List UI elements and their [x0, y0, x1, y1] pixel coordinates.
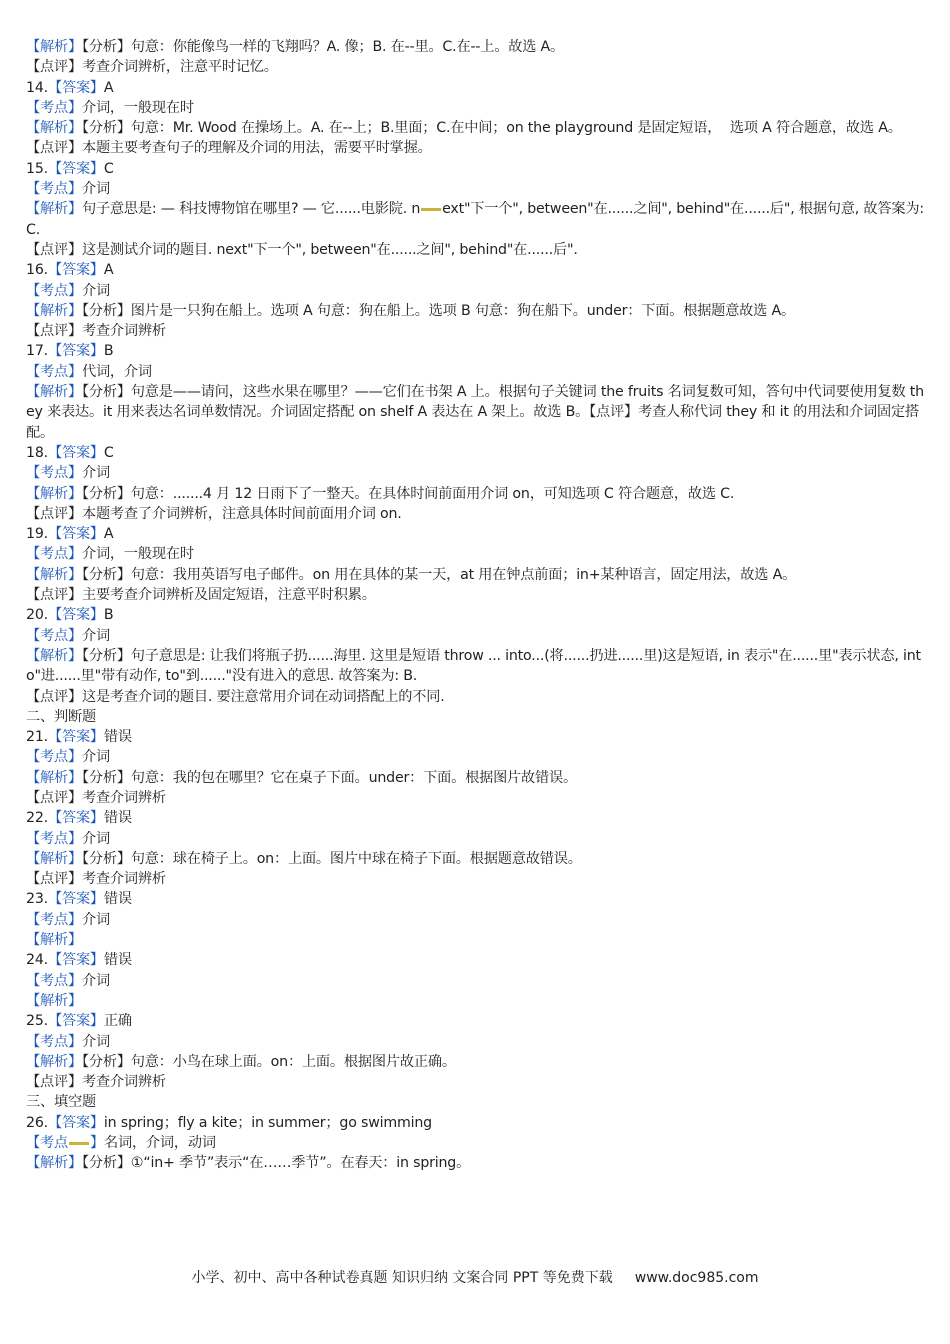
section-tag: 【考点】 [26, 282, 82, 299]
section-tag: 【解析】 [26, 932, 82, 949]
text-segment: 介词 [81, 465, 110, 482]
text-line [26, 199, 929, 240]
section-tag: 【解析】 [26, 120, 82, 137]
text-segment: C [103, 160, 114, 177]
text-segment: 【点评】这是考查介词的题目. 要注意常用介词在动词搭配上的不同. [26, 688, 445, 705]
text-line [26, 240, 926, 260]
section-tag: 【答案】 [47, 729, 104, 746]
highlight-mark [69, 1142, 89, 1145]
section-tag: 【解析】 [26, 485, 82, 502]
text-line [26, 910, 926, 930]
text-segment: 错误 [103, 810, 132, 827]
text-line [26, 585, 926, 605]
text-line [26, 544, 926, 564]
section-tag: 【解析】 [26, 566, 82, 583]
section-tag: 【考点】 [26, 181, 82, 198]
text-line [26, 869, 926, 889]
text-segment: 【点评】本题考查了介词辨析，注意具体时间前面用介词 on. [26, 505, 402, 522]
section-tag: 【答案】 [47, 607, 104, 624]
section-tag: 【解析】 [26, 39, 82, 55]
section-tag: 【解析】 [26, 1155, 82, 1172]
text-line [26, 159, 926, 179]
section-tag: 【答案】 [47, 526, 104, 543]
text-segment: 【分析】句意：你能像鸟一样的飞翔吗？A. 像；B. 在--里。C.在--上。故选 A。 [81, 39, 565, 55]
text-line [26, 971, 926, 991]
text-line [26, 179, 926, 199]
section-tag: 【考点】 [26, 972, 82, 989]
text-segment: 【分析】图片是一只狗在船上。选项 A 句意：狗在船上。选项 B 句意：狗在船下。under：下面。根据题意故选 A。 [81, 302, 795, 319]
text-segment: 16. [26, 262, 48, 279]
section-tag: 【答案】 [47, 1114, 104, 1131]
text-segment: 18. [26, 444, 48, 461]
text-segment: 【分析】句意是——请问，这些水果在哪里？——它们在书架 A 上。根据句子关键词 the fruits 名词复数可知，答句中代词要使用复数 they 来表达。it 用来表达名词单数情况。介词固定搭配 on shelf A 表达在 A 架上。故选 B。【点评】考查人称代词 they 和 it 的用法和介词固定搭配。 [26, 384, 924, 441]
section-tag: 【考点】 [26, 627, 82, 644]
text-segment: 【点评】考查介词辨析 [26, 1074, 166, 1091]
text-segment: 名词，介词，动词 [103, 1135, 216, 1152]
text-line [26, 889, 926, 909]
text-segment: 17. [26, 343, 48, 360]
section-tag: 【答案】 [47, 952, 104, 969]
text-segment: 【分析】句意：小鸟在球上面。on：上面。根据图片故正确。 [81, 1053, 456, 1070]
text-line [26, 260, 926, 280]
text-line [26, 443, 926, 463]
text-segment: 14. [26, 79, 48, 96]
text-line [26, 727, 926, 747]
section-tag: 【考点】 [26, 749, 82, 766]
text-segment: B [103, 607, 114, 624]
section-tag: 【解析】 [26, 769, 82, 786]
text-line [26, 1052, 926, 1072]
text-segment: 19. [26, 526, 48, 543]
page-footer [0, 1267, 950, 1287]
section-tag: 【考点 [26, 1135, 68, 1152]
text-line [26, 1113, 926, 1133]
text-segment: 【分析】句意：球在椅子上。on：上面。图片中球在椅子下面。根据题意故错误。 [81, 850, 582, 867]
text-segment: 三、填空题 [26, 1094, 96, 1111]
section-tag: 【解析】 [26, 302, 82, 319]
text-segment: C [103, 444, 114, 461]
text-line [26, 565, 926, 585]
text-line [26, 788, 926, 808]
text-segment: A [103, 526, 114, 543]
footer-url: www.doc985.com [634, 1270, 759, 1286]
text-segment: 【分析】句意：我的包在哪里？它在桌子下面。under：下面。根据图片故错误。 [81, 769, 577, 786]
text-line [26, 1133, 926, 1153]
text-line [26, 1072, 926, 1092]
answer-key-content [26, 37, 929, 1174]
text-line [26, 341, 926, 361]
text-line [26, 301, 926, 321]
text-segment: A [103, 262, 114, 279]
text-segment: 错误 [103, 729, 132, 746]
section-tag: 【考点】 [26, 363, 82, 380]
text-line [26, 118, 926, 138]
section-tag: 【解析】 [26, 201, 82, 218]
section-tag: 【考点】 [26, 546, 82, 563]
text-segment: 23. [26, 891, 48, 908]
text-line [26, 281, 926, 301]
text-segment: in spring；fly a kite；in summer；go swimming [103, 1114, 432, 1131]
text-line [26, 78, 926, 98]
section-tag: 【答案】 [47, 262, 104, 279]
text-line [26, 382, 926, 443]
text-segment: A [103, 79, 114, 96]
text-segment: 【点评】主要考查介词辨析及固定短语，注意平时积累。 [26, 587, 376, 604]
text-line [26, 808, 926, 828]
text-segment: 介词 [81, 911, 110, 928]
text-line [26, 1092, 926, 1112]
text-segment: 错误 [103, 952, 132, 969]
text-line [26, 646, 926, 687]
text-line [26, 484, 926, 504]
text-segment: ext"下一个", between"在......之间", behind"在......后", 根据句意, 故答案为: C. [26, 201, 929, 238]
text-segment: 二、判断题 [26, 708, 96, 725]
section-tag: 【考点】 [26, 99, 82, 116]
text-segment: 介词 [81, 627, 110, 644]
text-segment: 【点评】考查介词辨析 [26, 871, 166, 888]
section-tag: 【考点】 [26, 1033, 82, 1050]
text-segment: 介词 [81, 972, 110, 989]
text-line [26, 626, 926, 646]
section-tag: 【答案】 [47, 343, 104, 360]
text-segment: 【分析】句意：Mr. Wood 在操场上。A. 在--上；B.里面；C.在中间；on the playground 是固定短语， 选项 A 符合题意，故选 A。 [81, 120, 902, 137]
text-segment: 【分析】句子意思是: 让我们将瓶子扔......海里. 这里是短语 throw ... into...(将......扔进......里)这是短语, in 表示"在......里"表示状态, into"进......里"带有动作, to"到......"没有进入的意思. 故答案为: B. [26, 647, 921, 685]
text-line [26, 504, 926, 524]
text-line [26, 849, 926, 869]
text-segment: 24. [26, 952, 48, 969]
text-line [26, 707, 926, 727]
text-line [26, 768, 926, 788]
text-segment: 介词 [81, 181, 110, 198]
text-segment: 介词 [81, 749, 110, 766]
section-tag: 【解析】 [26, 850, 82, 867]
text-segment: 介词 [81, 830, 110, 847]
text-line [26, 138, 926, 158]
text-segment: 介词 [81, 282, 110, 299]
text-segment: 正确 [103, 1013, 132, 1030]
text-segment: 介词，一般现在时 [81, 99, 194, 116]
text-segment: 【分析】①“in+ 季节”表示“在……季节”。在春天：in spring。 [81, 1155, 471, 1172]
text-segment: 【点评】考查介词辨析 [26, 323, 166, 340]
text-segment: 介词 [81, 1033, 110, 1050]
text-line [26, 1032, 926, 1052]
section-tag: 【解析】 [26, 1053, 82, 1070]
highlight-mark [421, 208, 441, 211]
footer-text: 小学、初中、高中各种试卷真题 知识归纳 文案合同 PPT 等免费下载 [191, 1270, 613, 1286]
text-line [26, 747, 926, 767]
text-segment: 26. [26, 1114, 48, 1131]
section-tag: 】 [89, 1135, 104, 1152]
section-tag: 【答案】 [47, 810, 104, 827]
text-segment: 错误 [103, 891, 132, 908]
section-tag: 【考点】 [26, 911, 82, 928]
text-line [26, 1011, 926, 1031]
text-segment: B [103, 343, 114, 360]
text-line [26, 57, 926, 77]
text-segment: 代词，介词 [81, 363, 152, 380]
text-line [26, 463, 926, 483]
text-line [26, 37, 926, 57]
text-segment: 22. [26, 810, 48, 827]
text-line [26, 362, 926, 382]
text-line [26, 321, 926, 341]
text-segment: 【点评】考查介词辨析，注意平时记忆。 [26, 59, 278, 76]
section-tag: 【答案】 [47, 1013, 104, 1030]
text-line [26, 687, 926, 707]
section-tag: 【解析】 [26, 992, 82, 1009]
text-segment: 15. [26, 160, 48, 177]
text-line [26, 829, 926, 849]
text-line [26, 605, 926, 625]
text-segment: 句子意思是: — 科技博物馆在哪里? — 它......电影院. n [81, 201, 421, 218]
text-segment: 【点评】考查介词辨析 [26, 789, 166, 806]
text-line [26, 98, 926, 118]
text-segment: 【分析】句意：.......4 月 12 日雨下了一整天。在具体时间前面用介词 on，可知选项 C 符合题意，故选 C. [81, 485, 735, 502]
text-segment: 【分析】句意：我用英语写电子邮件。on 用在具体的某一天，at 用在钟点前面；in+某种语言，固定用法，故选 A。 [81, 566, 797, 583]
text-segment: 介词，一般现在时 [81, 546, 194, 563]
section-tag: 【答案】 [47, 79, 104, 96]
section-tag: 【解析】 [26, 647, 82, 664]
text-segment: 【点评】这是测试介词的题目. next"下一个", between"在......之间", behind"在......后". [26, 241, 578, 258]
text-line [26, 950, 926, 970]
text-segment: 25. [26, 1013, 48, 1030]
section-tag: 【答案】 [47, 160, 104, 177]
section-tag: 【解析】 [26, 384, 82, 401]
text-line [26, 930, 926, 950]
section-tag: 【考点】 [26, 830, 82, 847]
text-line [26, 1153, 926, 1173]
text-segment: 20. [26, 607, 48, 624]
text-segment: 【点评】本题主要考查句子的理解及介词的用法，需要平时掌握。 [26, 140, 432, 157]
section-tag: 【考点】 [26, 465, 82, 482]
text-line [26, 524, 926, 544]
text-segment: 21. [26, 729, 48, 746]
section-tag: 【答案】 [47, 444, 104, 461]
text-line [26, 991, 926, 1011]
section-tag: 【答案】 [47, 891, 104, 908]
